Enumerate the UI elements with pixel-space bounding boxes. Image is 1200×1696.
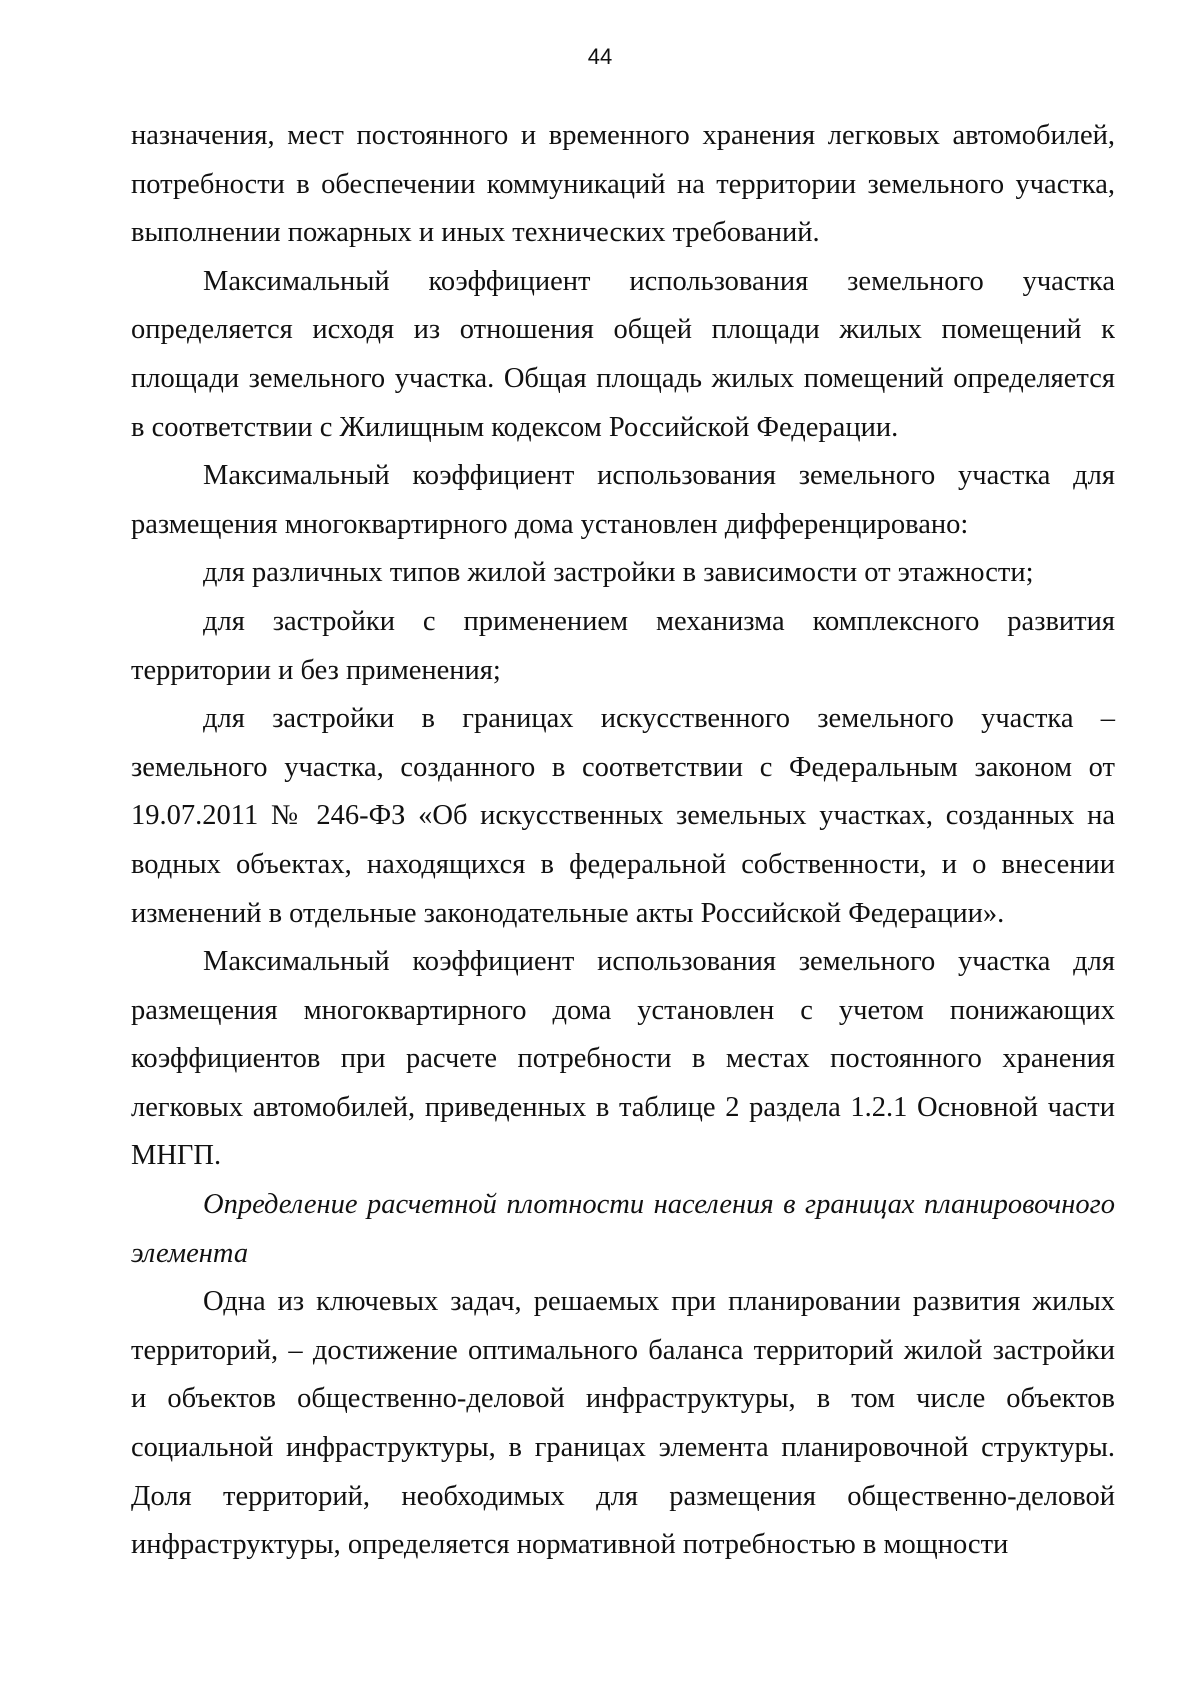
section-heading: Определение расчетной плотности населения в границах планировочного элемента <box>131 1189 1115 1269</box>
list-item-artificial-plot: для застройки в границах искусственного земельного участка – земельного участка, созданного в соответствии с Федеральным законом от 19.07.2011 № 246-ФЗ «Об искусственных земельных участках, созданных на водных объектах, находящихся в федеральной собственности, и о внесении изменений в отдельные законодательные акты Российской Федерации». <box>131 703 1115 929</box>
page-number: 44 <box>587 44 613 69</box>
paragraph-reducing-coefficients: Максимальный коэффициент использования земельного участка для размещения многоквартирного дома установлен с учетом понижающих коэффициентов при расчете потребности в местах постоянного хранения легковых автомобилей, приведенных в таблице 2 раздела 1.2.1 Основной части МНГП. <box>131 946 1115 1172</box>
paragraph-key-tasks: Одна из ключевых задач, решаемых при планировании развития жилых территорий, – достижение оптимального баланса территорий жилой застройки и объектов общественно-деловой инфраструктуры, в том числе объектов социальной инфраструктуры, в границах элемента планировочной структуры. Доля территорий, необходимых для размещения общественно-деловой инфраструктуры, определяется нормативной потребностью в мощности <box>131 1286 1115 1561</box>
paragraph-continuation: назначения, мест постоянного и временного хранения легковых автомобилей, потребности в обеспечении коммуникаций на территории земельного участка, выполнении пожарных и иных технических требований. <box>131 120 1115 249</box>
list-item-complex-development: для застройки с применением механизма комплексного развития территории и без применения; <box>131 605 1115 686</box>
document-body <box>131 112 1115 1570</box>
paragraph-max-coefficient-differentiated: Максимальный коэффициент использования земельного участка для размещения многоквартирного дома установлен дифференцировано: <box>131 460 1115 540</box>
list-item-floors: для различных типов жилой застройки в зависимости от этажности; <box>203 557 1034 589</box>
paragraph-max-coefficient-definition: Максимальный коэффициент использования земельного участка определяется исходя из отношения общей площади жилых помещений к площади земельного участка. Общая площадь жилых помещений определяется в соответствии с Жилищным кодексом Российской Федерации. <box>131 265 1115 443</box>
